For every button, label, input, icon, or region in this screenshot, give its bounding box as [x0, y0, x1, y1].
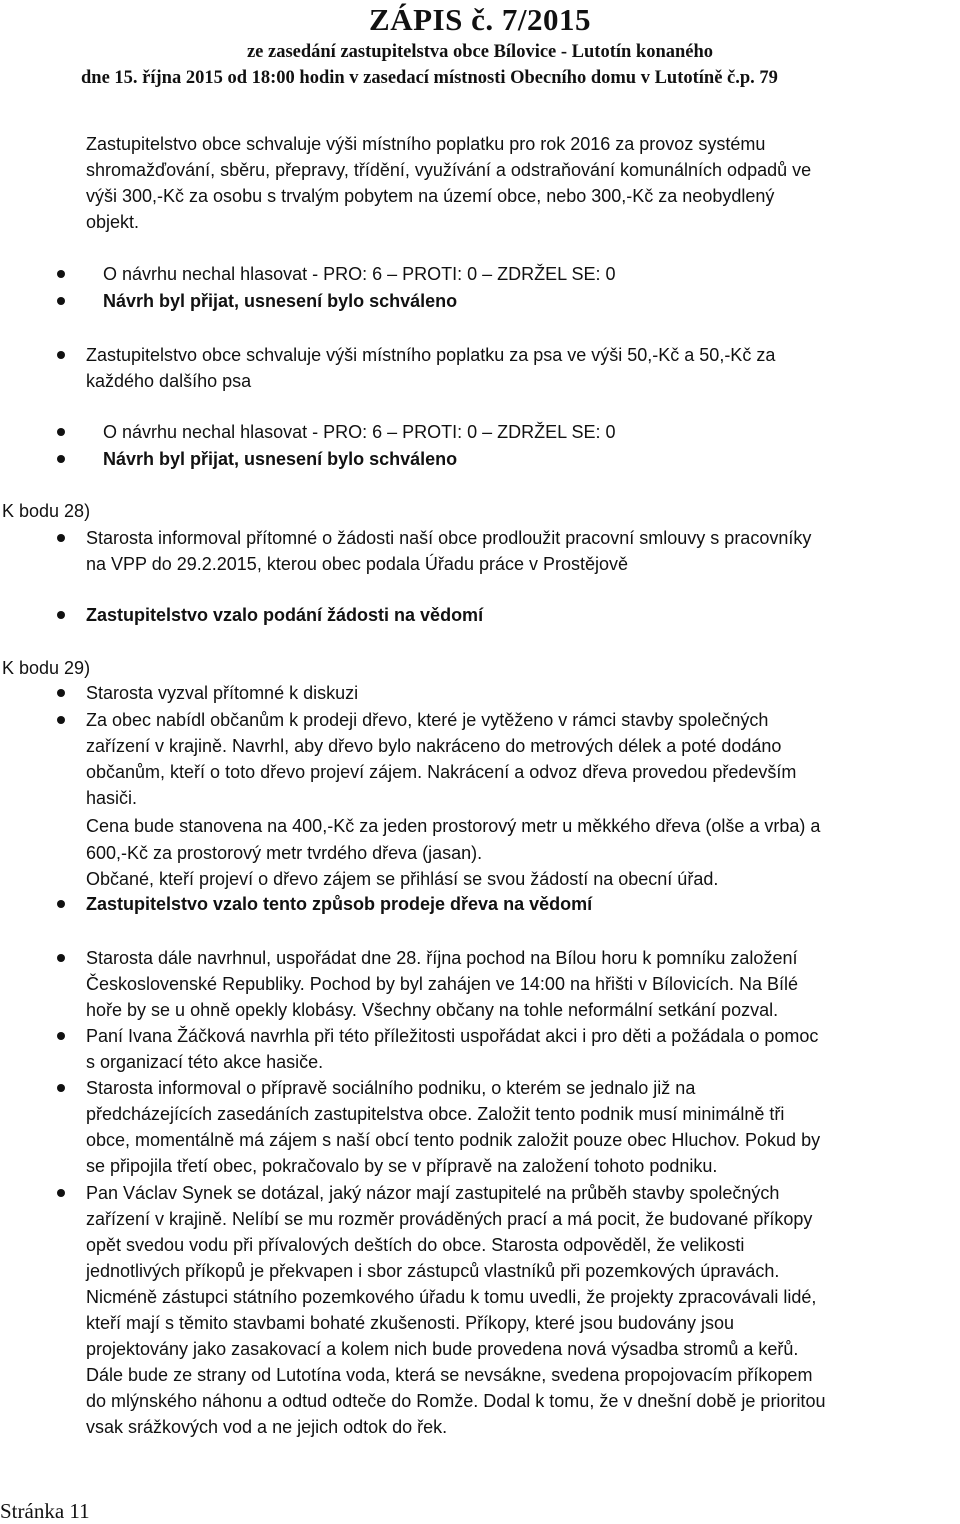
social-enterprise-line: obce, momentálně má zájem s naší obcí tento podnik založit pouze obec Hluchov. Pokud by: [86, 1130, 821, 1150]
ditches-line: opět svedou vodu při přívalových deštích do obce. Starosta odpověděl, že velikosti: [86, 1235, 745, 1255]
march-line: Československé Republiky. Pochod by byl zahájen ve 14:00 na hřišti v Bílovicích. Na Bílé: [86, 974, 799, 994]
page-number: Stránka 11: [0, 1499, 90, 1523]
social-enterprise-line: se připojila třetí obec, pokračovalo by se v přípravě na založení tohoto podniku.: [86, 1156, 718, 1176]
ditches-line: Dále bude ze strany od Lutotína voda, která se nevsákne, svedena propojovacím příkopem: [86, 1365, 813, 1385]
bullet-icon: [57, 455, 65, 463]
section-heading-29: K bodu 29): [2, 658, 91, 678]
item28-line: na VPP do 29.2.2015, kterou obec podala Úřadu práce v Prostějově: [86, 554, 629, 574]
bullet-icon: [57, 689, 65, 697]
wood-sale-result: Zastupitelstvo vzalo tento způsob prodeje dřeva na vědomí: [86, 894, 593, 914]
vote-result: Návrh byl přijat, usnesení bylo schváleno: [103, 291, 458, 311]
item28-line: Starosta informoval přítomné o žádosti naší obce prodloužit pracovní smlouvy s pracovníky: [86, 528, 812, 548]
vote-line: O návrhu nechal hlasovat - PRO: 6 – PROTI: 0 – ZDRŽEL SE: 0: [103, 264, 616, 284]
ditches-line: jednotlivých příkopů je překvapen i sbor zástupců vlastníků při pozemkových úpravách.: [86, 1261, 780, 1281]
bullet-icon: [57, 900, 65, 908]
item28-result: Zastupitelstvo vzalo podání žádosti na vědomí: [86, 605, 484, 625]
intro-line: Zastupitelstvo obce schvaluje výši místního poplatku pro rok 2016 za provoz systému: [86, 134, 766, 154]
section-heading-28: K bodu 28): [2, 501, 91, 521]
document-subtitle: ze zasedání zastupitelstva obce Bílovice - Lutotín konaného: [246, 42, 714, 62]
intro-line: objekt.: [86, 212, 140, 232]
wood-sale-line: 600,-Kč za prostorový metr tvrdého dřeva (jasan).: [86, 843, 483, 863]
bullet-icon: [57, 351, 65, 359]
march-line: hoře by se u ohně opekly klobásy. Všechny občany na tohle neformální setkání pozval.: [86, 1000, 779, 1020]
intro-line: výši 300,-Kč za osobu s trvalým pobytem na území obce, nebo 300,-Kč za neobydlený: [86, 186, 775, 206]
bullet-icon: [57, 1032, 65, 1040]
ditches-line: vsak srážkových vod a ne jejich odtok do řek.: [86, 1417, 448, 1437]
bullet-icon: [57, 1084, 65, 1092]
ditches-line: zařízení v krajině. Nelíbí se mu rozměr prováděných prací a má pocit, že budované příkopy: [86, 1209, 813, 1229]
intro-line: shromažďování, sběru, přepravy, třídění, využívání a odstraňování komunálních odpadů ve: [86, 160, 812, 180]
vote-line: O návrhu nechal hlasovat - PRO: 6 – PROTI: 0 – ZDRŽEL SE: 0: [103, 422, 616, 442]
vote-result: Návrh byl přijat, usnesení bylo schváleno: [103, 449, 458, 469]
wood-sale-line: občanům, kteří o toto dřevo projeví zájem. Nakrácení a odvoz dřeva provedou především: [86, 762, 797, 782]
document-title: ZÁPIS č. 7/2015: [369, 2, 591, 37]
bullet-icon: [57, 297, 65, 305]
wood-sale-line: Cena bude stanovena na 400,-Kč za jeden prostorový metr u měkkého dřeva (olše a vrba) a: [86, 816, 821, 836]
bullet-icon: [57, 534, 65, 542]
wood-sale-line: Občané, kteří projeví o dřevo zájem se přihlásí se svou žádostí na obecní úřad.: [86, 869, 719, 889]
bullet-icon: [57, 1189, 65, 1197]
ditches-line: projektovány jako zasakovací a kolem nich bude provedena nová výsadba stromů a keřů.: [86, 1339, 799, 1359]
ditches-line: Nicméně zástupci státního pozemkového úřadu k tomu uvedli, že projekty zpracovávali lidé,: [86, 1287, 817, 1307]
children-event-line: Paní Ivana Žáčková navrhla při této příležitosti uspořádat akci i pro děti a požádala o pomoc: [86, 1026, 819, 1046]
bullet-icon: [57, 611, 65, 619]
children-event-line: s organizací této akce hasiče.: [86, 1052, 324, 1072]
march-line: Starosta dále navrhnul, uspořádat dne 28. října pochod na Bílou horu k pomníku založení: [86, 948, 798, 968]
bullet-icon: [57, 270, 65, 278]
ditches-line: do mlýnského náhonu a odtud odteče do Romže. Dodal k tomu, že v dnešní době je prioritou: [86, 1391, 826, 1411]
item29-discussion: Starosta vyzval přítomné k diskuzi: [86, 683, 359, 703]
bullet-icon: [57, 716, 65, 724]
bullet-icon: [57, 954, 65, 962]
wood-sale-line: hasiči.: [86, 788, 138, 808]
social-enterprise-line: předcházejících zasedáních zastupitelstva obce. Založit tento podnik musí minimálně tři: [86, 1104, 785, 1124]
meeting-date-line: dne 15. října 2015 od 18:00 hodin v zasedací místnosti Obecního domu v Lutotíně č.p. 79: [81, 68, 778, 88]
ditches-line: kteří mají s těmito stavbami bohaté zkušenosti. Příkopy, které jsou budovány jsou: [86, 1313, 734, 1333]
dog-fee-line: Zastupitelstvo obce schvaluje výši místního poplatku za psa ve výši 50,-Kč a 50,-Kč za: [86, 345, 776, 365]
bullet-icon: [57, 428, 65, 436]
ditches-line: Pan Václav Synek se dotázal, jaký názor mají zastupitelé na průběh stavby společných: [86, 1183, 780, 1203]
dog-fee-line: každého dalšího psa: [86, 371, 252, 391]
social-enterprise-line: Starosta informoval o přípravě sociálního podniku, o kterém se jednalo již na: [86, 1078, 696, 1098]
wood-sale-line: zařízení v krajině. Navrhl, aby dřevo bylo nakráceno do metrových délek a poté dodáno: [86, 736, 782, 756]
wood-sale-line: Za obec nabídl občanům k prodeji dřevo, které je vytěženo v rámci stavby společných: [86, 710, 769, 730]
